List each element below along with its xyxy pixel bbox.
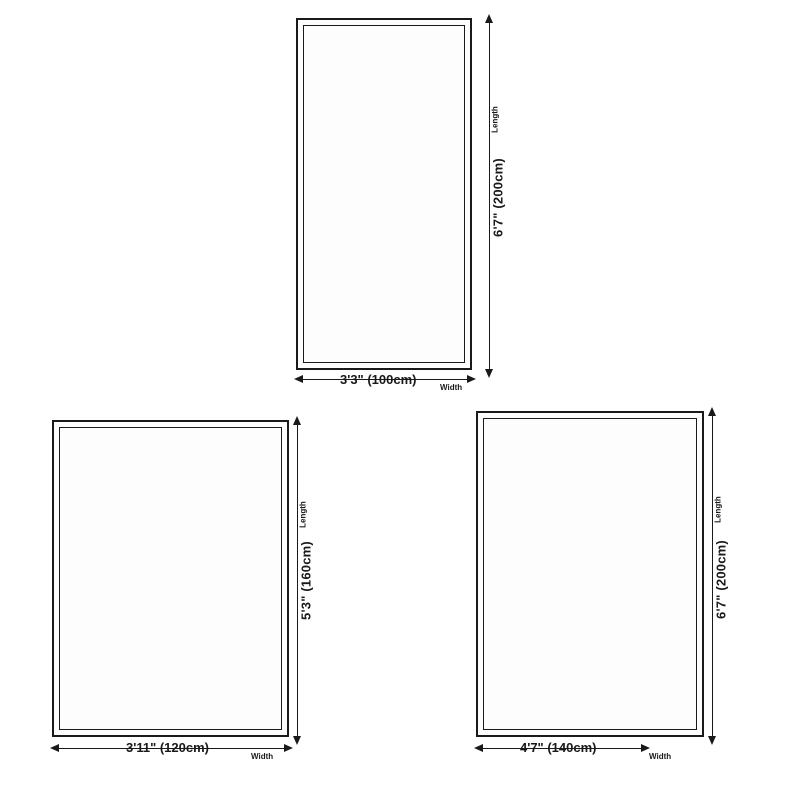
width-caption-label: Width [440,383,463,392]
rug-outline [476,411,704,737]
width-value-label: 4'7" (140cm) [520,740,597,755]
rug-inner-border [303,25,465,363]
rug-inner-border [483,418,697,730]
width-value-label: 3'3" (100cm) [340,372,417,387]
width-caption-label: Width [649,752,672,761]
rug-outline [296,18,472,370]
length-value-label: 5'3" (160cm) [298,541,314,620]
rug-inner-border [59,427,282,730]
length-caption-label: Length [490,106,500,133]
width-value-label: 3'11" (120cm) [126,740,209,755]
length-caption-label: Length [298,501,308,528]
width-caption-label: Width [251,752,274,761]
rug-outline [52,420,289,737]
length-value-label: 6'7" (200cm) [713,540,729,619]
length-caption-label: Length [713,496,723,523]
length-value-label: 6'7" (200cm) [490,158,506,237]
